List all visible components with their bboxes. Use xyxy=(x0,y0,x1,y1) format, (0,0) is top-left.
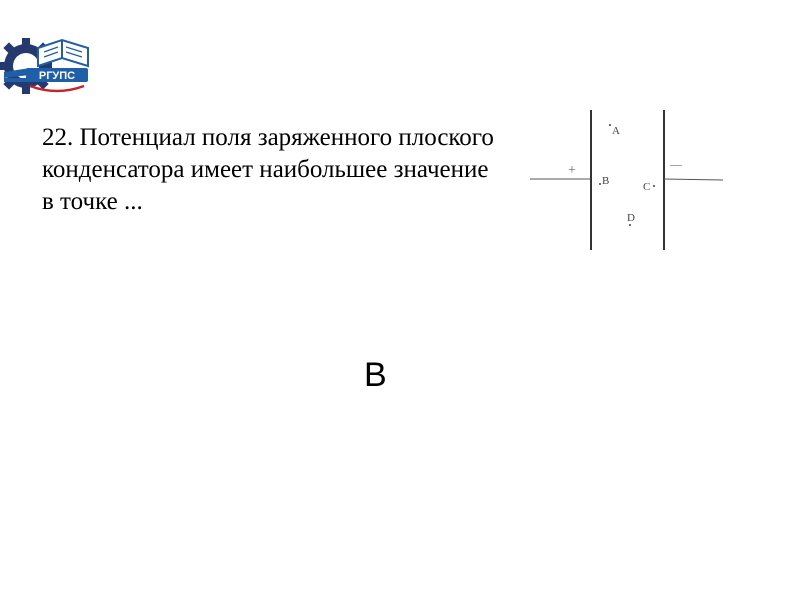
point-c-dot xyxy=(653,185,655,187)
plus-sign: + xyxy=(568,163,576,178)
point-a-label: A xyxy=(612,125,620,137)
logo-text: РГУПС xyxy=(38,70,76,82)
question-text: 22. Потенциал поля заряженного плоского конденсатора имеет наибольшее значение в точке ... xyxy=(42,124,494,215)
point-d-label: D xyxy=(627,212,635,224)
right-wire xyxy=(664,179,723,180)
point-c-label: C xyxy=(643,181,651,193)
point-b-dot xyxy=(599,183,601,185)
book-icon xyxy=(38,40,88,66)
minus-sign: — xyxy=(670,157,682,171)
point-d-dot xyxy=(629,224,631,226)
point-a-dot xyxy=(609,124,611,126)
answer-text: B xyxy=(364,356,387,394)
point-b-label: B xyxy=(602,175,610,187)
university-logo xyxy=(0,28,92,100)
capacitor-diagram xyxy=(530,108,725,253)
